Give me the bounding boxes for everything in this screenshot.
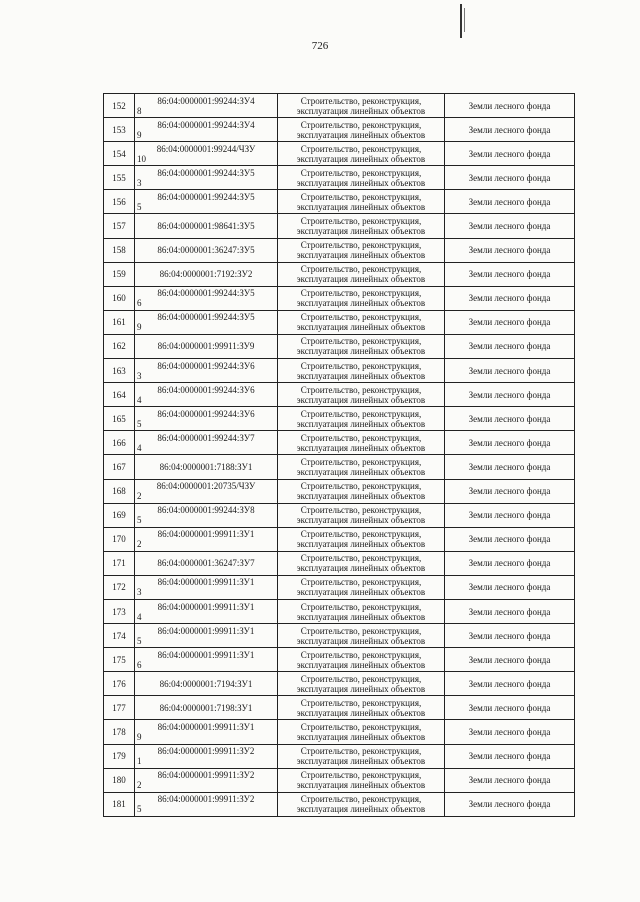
- cadastral-number: 86:04:0000001:99244:ЗУ5: [157, 288, 255, 299]
- table-row: [104, 527, 575, 551]
- cadastral-number: 86:04:0000001:99244:ЗУ5: [157, 191, 255, 202]
- cadastral-number-cell: [135, 696, 278, 720]
- cadastral-number-cell: [135, 383, 278, 407]
- permitted-use-line2: эксплуатация линейных объектов: [296, 659, 426, 670]
- row-number: 165: [104, 407, 135, 431]
- cadastral-number-cell: [135, 455, 278, 479]
- cadastral-number: 86:04:0000001:99911:ЗУ1: [157, 577, 255, 588]
- permitted-use-cell: [278, 696, 445, 720]
- land-category: Земли лесного фонда: [445, 334, 575, 358]
- cadastral-number-cell: [135, 768, 278, 792]
- permitted-use-line2: эксплуатация линейных объектов: [296, 442, 426, 453]
- cadastral-number-suffix: 3: [137, 370, 142, 381]
- cadastral-number-cell: [135, 214, 278, 238]
- permitted-use-line2: эксплуатация линейных объектов: [296, 539, 426, 550]
- permitted-use-line1: Строительство, реконструкция,: [300, 360, 422, 371]
- row-number: 171: [104, 551, 135, 575]
- permitted-use-line2: эксплуатация линейных объектов: [296, 683, 426, 694]
- cadastral-number-cell: [135, 672, 278, 696]
- cadastral-number-cell: [135, 720, 278, 744]
- permitted-use-line1: Строительство, реконструкция,: [300, 697, 422, 708]
- cadastral-number: 86:04:0000001:99911:ЗУ9: [157, 341, 255, 352]
- cadastral-number: 86:04:0000001:99244:ЗУ7: [157, 432, 255, 443]
- scan-artifact-line: [460, 4, 462, 38]
- permitted-use-line2: эксплуатация линейных объектов: [296, 731, 426, 742]
- permitted-use-line2: эксплуатация линейных объектов: [296, 274, 426, 285]
- land-category: Земли лесного фонда: [445, 720, 575, 744]
- cadastral-number-cell: [135, 575, 278, 599]
- land-category: Земли лесного фонда: [445, 503, 575, 527]
- permitted-use-cell: [278, 575, 445, 599]
- land-category: Земли лесного фонда: [445, 310, 575, 334]
- land-category: Земли лесного фонда: [445, 648, 575, 672]
- cadastral-number-cell: [135, 503, 278, 527]
- table-row: [104, 262, 575, 286]
- cadastral-number-suffix: 4: [137, 442, 142, 453]
- cadastral-number-cell: [135, 190, 278, 214]
- permitted-use-line1: Строительство, реконструкция,: [300, 432, 422, 443]
- row-number: 153: [104, 118, 135, 142]
- row-number: 177: [104, 696, 135, 720]
- row-number: 167: [104, 455, 135, 479]
- land-category: Земли лесного фонда: [445, 527, 575, 551]
- table-row: [104, 190, 575, 214]
- table-row: [104, 286, 575, 310]
- cadastral-number-cell: [135, 310, 278, 334]
- table-row: [104, 359, 575, 383]
- table-body: [104, 94, 575, 817]
- permitted-use-line1: Строительство, реконструкция,: [300, 481, 422, 492]
- row-number: 164: [104, 383, 135, 407]
- permitted-use-line1: Строительство, реконструкция,: [300, 770, 422, 781]
- permitted-use-cell: [278, 431, 445, 455]
- permitted-use-line1: Строительство, реконструкция,: [300, 746, 422, 757]
- land-category: Земли лесного фонда: [445, 407, 575, 431]
- table-row: [104, 624, 575, 648]
- permitted-use-line2: эксплуатация линейных объектов: [296, 611, 426, 622]
- cadastral-number: 86:04:0000001:98641:ЗУ5: [157, 221, 255, 232]
- land-category: Земли лесного фонда: [445, 359, 575, 383]
- row-number: 156: [104, 190, 135, 214]
- land-category: Земли лесного фонда: [445, 383, 575, 407]
- permitted-use-line1: Строительство, реконструкция,: [300, 529, 422, 540]
- land-category: Земли лесного фонда: [445, 431, 575, 455]
- cadastral-number: 86:04:0000001:99911:ЗУ2: [157, 794, 255, 805]
- cadastral-number: 86:04:0000001:99244:ЗУ5: [157, 167, 255, 178]
- permitted-use-line1: Строительство, реконструкция,: [300, 794, 422, 805]
- permitted-use-line1: Строительство, реконструкция,: [300, 167, 422, 178]
- row-number: 174: [104, 624, 135, 648]
- land-category: Земли лесного фонда: [445, 792, 575, 816]
- permitted-use-line1: Строительство, реконструкция,: [300, 191, 422, 202]
- permitted-use-line1: Строительство, реконструкция,: [300, 505, 422, 516]
- row-number: 166: [104, 431, 135, 455]
- cadastral-number-suffix: 9: [137, 731, 142, 742]
- row-number: 181: [104, 792, 135, 816]
- row-number: 169: [104, 503, 135, 527]
- cadastral-number: 86:04:0000001:36247:ЗУ5: [157, 245, 255, 256]
- table-row: [104, 575, 575, 599]
- permitted-use-line2: эксплуатация линейных объектов: [296, 756, 426, 767]
- row-number: 168: [104, 479, 135, 503]
- row-number: 161: [104, 310, 135, 334]
- permitted-use-cell: [278, 599, 445, 623]
- permitted-use-line2: эксплуатация линейных объектов: [296, 298, 426, 309]
- permitted-use-line2: эксплуатация линейных объектов: [296, 491, 426, 502]
- permitted-use-cell: [278, 286, 445, 310]
- cadastral-number: 86:04:0000001:99244:ЗУ6: [157, 384, 255, 395]
- cadastral-number: 86:04:0000001:99911:ЗУ1: [157, 529, 255, 540]
- land-category: Земли лесного фонда: [445, 768, 575, 792]
- cadastral-number: 86:04:0000001:7194:ЗУ1: [159, 678, 253, 689]
- cadastral-number: 86:04:0000001:99244:ЗУ4: [157, 119, 255, 130]
- land-category: Земли лесного фонда: [445, 744, 575, 768]
- land-category: Земли лесного фонда: [445, 479, 575, 503]
- table-row: [104, 383, 575, 407]
- cadastral-number-cell: [135, 142, 278, 166]
- cadastral-number: 86:04:0000001:99911:ЗУ2: [157, 746, 255, 757]
- land-plots-table: [103, 93, 575, 817]
- permitted-use-line1: Строительство, реконструкция,: [300, 601, 422, 612]
- cadastral-number-suffix: 5: [137, 418, 142, 429]
- scan-artifact-line: [464, 8, 465, 32]
- cadastral-number: 86:04:0000001:99911:ЗУ2: [157, 770, 255, 781]
- land-category: Земли лесного фонда: [445, 214, 575, 238]
- cadastral-number: 86:04:0000001:99911:ЗУ1: [157, 721, 255, 732]
- permitted-use-cell: [278, 527, 445, 551]
- permitted-use-line1: Строительство, реконструкция,: [300, 95, 422, 106]
- permitted-use-line2: эксплуатация линейных объектов: [296, 177, 426, 188]
- land-category: Земли лесного фонда: [445, 551, 575, 575]
- permitted-use-cell: [278, 720, 445, 744]
- cadastral-number: 86:04:0000001:99244:ЗУ4: [157, 95, 255, 106]
- permitted-use-line2: эксплуатация линейных объектов: [296, 346, 426, 357]
- cadastral-number-cell: [135, 744, 278, 768]
- permitted-use-cell: [278, 624, 445, 648]
- cadastral-number-suffix: 3: [137, 587, 142, 598]
- table-row: [104, 118, 575, 142]
- permitted-use-line2: эксплуатация линейных объектов: [296, 707, 426, 718]
- row-number: 158: [104, 238, 135, 262]
- land-category: Земли лесного фонда: [445, 672, 575, 696]
- cadastral-number-suffix: 2: [137, 539, 142, 550]
- cadastral-number: 86:04:0000001:99244:ЗУ5: [157, 312, 255, 323]
- row-number: 152: [104, 94, 135, 118]
- permitted-use-cell: [278, 744, 445, 768]
- permitted-use-cell: [278, 214, 445, 238]
- table-row: [104, 720, 575, 744]
- cadastral-number-cell: [135, 334, 278, 358]
- cadastral-number-cell: [135, 792, 278, 816]
- table-row: [104, 407, 575, 431]
- cadastral-number: 86:04:0000001:99911:ЗУ1: [157, 625, 255, 636]
- cadastral-number-suffix: 5: [137, 804, 142, 815]
- cadastral-number-suffix: 4: [137, 611, 142, 622]
- permitted-use-line2: эксплуатация линейных объектов: [296, 250, 426, 261]
- land-category: Земли лесного фонда: [445, 455, 575, 479]
- cadastral-number-suffix: 4: [137, 394, 142, 405]
- permitted-use-cell: [278, 310, 445, 334]
- permitted-use-cell: [278, 262, 445, 286]
- permitted-use-line1: Строительство, реконструкция,: [300, 312, 422, 323]
- cadastral-number: 86:04:0000001:36247:ЗУ7: [157, 558, 255, 569]
- cadastral-number-suffix: 3: [137, 177, 142, 188]
- table-row: [104, 166, 575, 190]
- permitted-use-cell: [278, 455, 445, 479]
- permitted-use-line1: Строительство, реконструкция,: [300, 384, 422, 395]
- table-row: [104, 238, 575, 262]
- cadastral-number: 86:04:0000001:99244:ЗУ6: [157, 408, 255, 419]
- cadastral-number: 86:04:0000001:7188:ЗУ1: [159, 461, 253, 472]
- cadastral-number-suffix: 2: [137, 491, 142, 502]
- permitted-use-line2: эксплуатация линейных объектов: [296, 635, 426, 646]
- land-category: Земли лесного фонда: [445, 286, 575, 310]
- permitted-use-cell: [278, 94, 445, 118]
- permitted-use-cell: [278, 118, 445, 142]
- permitted-use-cell: [278, 768, 445, 792]
- permitted-use-line1: Строительство, реконструкция,: [300, 553, 422, 564]
- cadastral-number-suffix: 5: [137, 201, 142, 212]
- cadastral-number-cell: [135, 431, 278, 455]
- row-number: 179: [104, 744, 135, 768]
- cadastral-number-suffix: 6: [137, 659, 142, 670]
- permitted-use-line1: Строительство, реконструкция,: [300, 456, 422, 467]
- permitted-use-line2: эксплуатация линейных объектов: [296, 394, 426, 405]
- table-row: [104, 551, 575, 575]
- cadastral-number-cell: [135, 359, 278, 383]
- cadastral-number-suffix: 1: [137, 756, 142, 767]
- permitted-use-line2: эксплуатация линейных объектов: [296, 466, 426, 477]
- permitted-use-cell: [278, 334, 445, 358]
- permitted-use-cell: [278, 383, 445, 407]
- row-number: 175: [104, 648, 135, 672]
- cadastral-number-cell: [135, 286, 278, 310]
- land-category: Земли лесного фонда: [445, 238, 575, 262]
- table-row: [104, 455, 575, 479]
- cadastral-number-cell: [135, 118, 278, 142]
- table-row: [104, 599, 575, 623]
- permitted-use-line2: эксплуатация линейных объектов: [296, 322, 426, 333]
- permitted-use-line1: Строительство, реконструкция,: [300, 625, 422, 636]
- table-row: [104, 214, 575, 238]
- cadastral-number: 86:04:0000001:7198:ЗУ1: [159, 702, 253, 713]
- permitted-use-line2: эксплуатация линейных объектов: [296, 418, 426, 429]
- permitted-use-cell: [278, 479, 445, 503]
- land-category: Земли лесного фонда: [445, 190, 575, 214]
- permitted-use-cell: [278, 792, 445, 816]
- row-number: 154: [104, 142, 135, 166]
- permitted-use-line1: Строительство, реконструкция,: [300, 119, 422, 130]
- permitted-use-line2: эксплуатация линейных объектов: [296, 129, 426, 140]
- table-row: [104, 768, 575, 792]
- row-number: 163: [104, 359, 135, 383]
- cadastral-number-cell: [135, 551, 278, 575]
- permitted-use-line2: эксплуатация линейных объектов: [296, 804, 426, 815]
- permitted-use-line2: эксплуатация линейных объектов: [296, 780, 426, 791]
- permitted-use-cell: [278, 407, 445, 431]
- permitted-use-line1: Строительство, реконструкция,: [300, 288, 422, 299]
- land-category: Земли лесного фонда: [445, 262, 575, 286]
- cadastral-number-cell: [135, 238, 278, 262]
- permitted-use-cell: [278, 648, 445, 672]
- permitted-use-line2: эксплуатация линейных объектов: [296, 587, 426, 598]
- cadastral-number-suffix: 6: [137, 298, 142, 309]
- permitted-use-line1: Строительство, реконструкция,: [300, 577, 422, 588]
- table-row: [104, 648, 575, 672]
- permitted-use-line2: эксплуатация линейных объектов: [296, 153, 426, 164]
- row-number: 160: [104, 286, 135, 310]
- cadastral-number: 86:04:0000001:99911:ЗУ1: [157, 601, 255, 612]
- table-row: [104, 310, 575, 334]
- permitted-use-line1: Строительство, реконструкция,: [300, 721, 422, 732]
- land-category: Земли лесного фонда: [445, 575, 575, 599]
- permitted-use-line2: эксплуатация линейных объектов: [296, 370, 426, 381]
- cadastral-number-suffix: 9: [137, 129, 142, 140]
- permitted-use-line2: эксплуатация линейных объектов: [296, 105, 426, 116]
- row-number: 155: [104, 166, 135, 190]
- row-number: 178: [104, 720, 135, 744]
- row-number: 172: [104, 575, 135, 599]
- table-row: [104, 672, 575, 696]
- row-number: 173: [104, 599, 135, 623]
- land-category: Земли лесного фонда: [445, 624, 575, 648]
- cadastral-number: 86:04:0000001:99244/ЧЗУ: [156, 143, 256, 154]
- permitted-use-line1: Строительство, реконструкция,: [300, 649, 422, 660]
- cadastral-number-cell: [135, 94, 278, 118]
- row-number: 180: [104, 768, 135, 792]
- cadastral-number-cell: [135, 262, 278, 286]
- cadastral-number-cell: [135, 479, 278, 503]
- cadastral-number: 86:04:0000001:7192:ЗУ2: [159, 269, 253, 280]
- table-row: [104, 94, 575, 118]
- cadastral-number: 86:04:0000001:99244:ЗУ6: [157, 360, 255, 371]
- row-number: 162: [104, 334, 135, 358]
- table-row: [104, 479, 575, 503]
- permitted-use-cell: [278, 359, 445, 383]
- permitted-use-line2: эксплуатация линейных объектов: [296, 226, 426, 237]
- permitted-use-line2: эксплуатация линейных объектов: [296, 201, 426, 212]
- permitted-use-cell: [278, 166, 445, 190]
- row-number: 176: [104, 672, 135, 696]
- land-category: Земли лесного фонда: [445, 696, 575, 720]
- table-row: [104, 431, 575, 455]
- cadastral-number: 86:04:0000001:20735/ЧЗУ: [156, 481, 256, 492]
- permitted-use-line1: Строительство, реконструкция,: [300, 336, 422, 347]
- row-number: 170: [104, 527, 135, 551]
- table-row: [104, 142, 575, 166]
- permitted-use-line1: Строительство, реконструкция,: [300, 264, 422, 275]
- land-category: Земли лесного фонда: [445, 142, 575, 166]
- cadastral-number-cell: [135, 527, 278, 551]
- cadastral-number-cell: [135, 624, 278, 648]
- permitted-use-line1: Строительство, реконструкция,: [300, 143, 422, 154]
- cadastral-number-cell: [135, 166, 278, 190]
- permitted-use-line1: Строительство, реконструкция,: [300, 673, 422, 684]
- cadastral-number-suffix: 9: [137, 322, 142, 333]
- land-category: Земли лесного фонда: [445, 94, 575, 118]
- permitted-use-line2: эксплуатация линейных объектов: [296, 515, 426, 526]
- cadastral-number-cell: [135, 599, 278, 623]
- cadastral-number: 86:04:0000001:99911:ЗУ1: [157, 649, 255, 660]
- permitted-use-line1: Строительство, реконструкция,: [300, 408, 422, 419]
- table-row: [104, 503, 575, 527]
- permitted-use-line1: Строительство, реконструкция,: [300, 216, 422, 227]
- cadastral-number-suffix: 10: [137, 153, 146, 164]
- permitted-use-cell: [278, 551, 445, 575]
- permitted-use-line1: Строительство, реконструкция,: [300, 240, 422, 251]
- table-row: [104, 792, 575, 816]
- cadastral-number-cell: [135, 407, 278, 431]
- cadastral-number-suffix: 5: [137, 515, 142, 526]
- land-category: Земли лесного фонда: [445, 118, 575, 142]
- cadastral-number-suffix: 2: [137, 780, 142, 791]
- cadastral-number: 86:04:0000001:99244:ЗУ8: [157, 505, 255, 516]
- permitted-use-cell: [278, 238, 445, 262]
- table-row: [104, 696, 575, 720]
- row-number: 159: [104, 262, 135, 286]
- permitted-use-cell: [278, 142, 445, 166]
- table-row: [104, 334, 575, 358]
- cadastral-number-cell: [135, 648, 278, 672]
- permitted-use-cell: [278, 503, 445, 527]
- permitted-use-cell: [278, 672, 445, 696]
- page-number: 726: [311, 40, 329, 52]
- permitted-use-cell: [278, 190, 445, 214]
- cadastral-number-suffix: 5: [137, 635, 142, 646]
- table-row: [104, 744, 575, 768]
- permitted-use-line2: эксплуатация линейных объектов: [296, 563, 426, 574]
- land-category: Земли лесного фонда: [445, 166, 575, 190]
- land-category: Земли лесного фонда: [445, 599, 575, 623]
- cadastral-number-suffix: 8: [137, 105, 142, 116]
- row-number: 157: [104, 214, 135, 238]
